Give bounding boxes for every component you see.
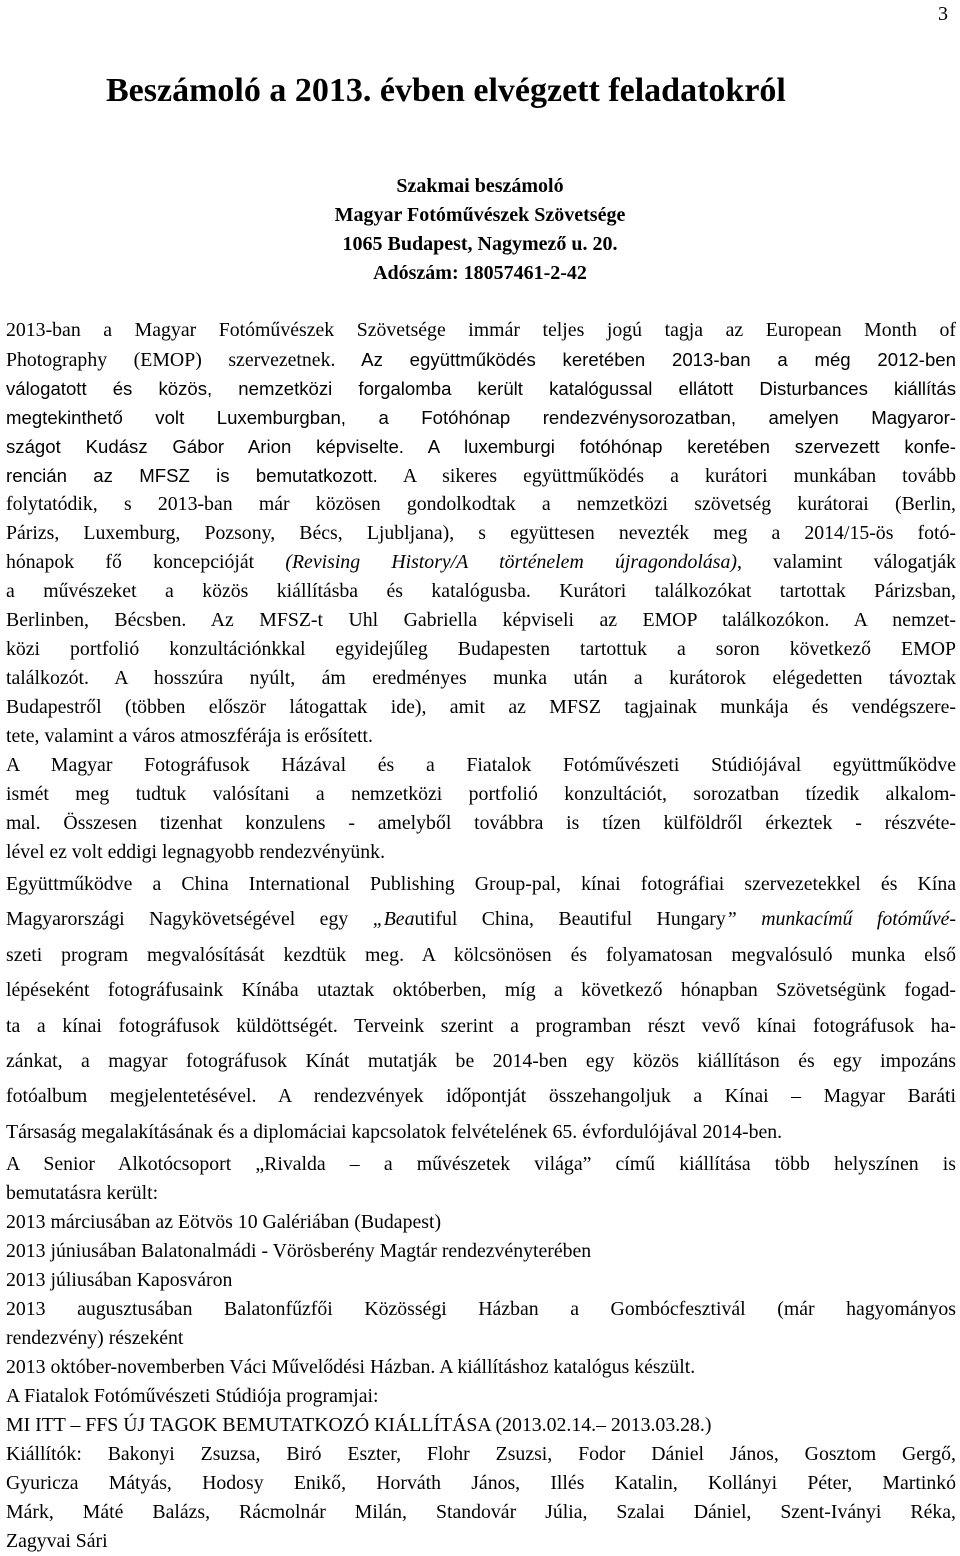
text-line: a művészeket a közös kiállításba és katalógusba. Kurátori találkozókat tartottak Párizsban, [6, 580, 956, 602]
exhibitors-line: Zagyvai Sári [6, 1530, 108, 1553]
text-segment: hónapok fő koncepcióját [6, 551, 286, 573]
text-line: Együttműködve a China International Publishing Group-pal, kínai fotográfiai szervezetekkel és Kína [6, 873, 956, 895]
text-segment: rencián az MFSZ is bemutatkozott. [6, 465, 378, 486]
italic-segment: „Bea [372, 908, 415, 931]
text-line: A Senior Alkotócsoport „Rivalda – a művészetek világa” című kiállítása több helyszínen is [6, 1153, 956, 1176]
text-line: válogatott és közös, nemzetközi forgalomba került katalógussal ellátott Disturbances kiállítás [6, 378, 956, 399]
text-line: Társaság megalakításának és a diplomáciai kapcsolatok felvételének 65. évfordulójával 2014-ben. [6, 1120, 783, 1143]
text-line: folytatódik, s 2013-ban már közösen gondolkodtak a nemzetközi szövetség kurátorai (Berlin, [6, 493, 956, 515]
exhibition-title-line: MI ITT – FFS ÚJ TAGOK BEMUTATKOZÓ KIÁLLÍTÁSA (2013.02.14.– 2013.03.28.) [6, 1414, 712, 1437]
text-line: zánkat, a magyar fotográfusok Kínát mutatják be 2014-ben egy közös kiállításon és egy impozáns [6, 1049, 956, 1072]
text-segment: Az együttműködés keretében 2013-ban a még 2012-ben [335, 349, 956, 370]
text-line [6, 345, 956, 374]
exhibition-venue-line: 2013 júniusában Balatonalmádi - Vörösberény Magtár rendezvényterében [6, 1240, 592, 1263]
text-line: rendezvény) részeként [6, 1327, 184, 1350]
text-segment: Photography (EMOP) szervezetnek. [6, 349, 336, 371]
exhibition-venue-line: 2013 augusztusában Balatonfűzfői Közösségi Házban a Gombócfesztivál (már hagyományos [6, 1298, 956, 1321]
text-line: mal. Összesen tizenhat konzulens - amelyből továbbra is tízen külföldről érkeztek - részvéte- [6, 812, 956, 834]
exhibition-venue-line: 2013 október-novemberben Váci Művelődési Házban. A kiállításhoz katalógus készült. [6, 1356, 696, 1379]
text-line: bemutatásra került: [6, 1182, 159, 1205]
tax-number-line: Adószám: 18057461-2-42 [373, 262, 587, 284]
text-line: szágot Kudász Gábor Arion képviselte. A luxemburgi fotóhónap keretében szervezett konfe- [6, 436, 956, 457]
exhibitors-line: Márk, Máté Balázs, Rácmolnár Milán, Standovár Júlia, Szalai Dániel, Szent-Iványi Réka, [6, 1501, 956, 1524]
exhibition-venue-line: 2013 márciusában az Eötvös 10 Galériában (Budapest) [6, 1211, 442, 1234]
text-line: 2013-ban a Magyar Fotóművészek Szövetsége immár teljes jogú tagja az European Month of [6, 319, 956, 341]
exhibitors-line: Kiállítók: Bakonyi Zsuzsa, Biró Eszter, Flohr Zsuzsi, Fodor Dániel János, Gosztom Gergő, [6, 1443, 956, 1466]
report-body [6, 316, 956, 1556]
italic-segment: ” munkacímű fotóművé- [725, 908, 956, 931]
address-line: 1065 Budapest, Nagymező u. 20. [342, 233, 618, 255]
text-line: Párizs, Luxemburg, Pozsony, Bécs, Ljubljana), s együttesen nevezték meg a 2014/15-ös fotó- [6, 522, 956, 544]
organization-name-line: Magyar Fotóművészek Szövetsége [334, 204, 626, 226]
text-line: A Magyar Fotográfusok Házával és a Fiatalok Fotóművészeti Stúdiójával együttműködve [6, 754, 956, 776]
text-line: találkozót. A hosszúra nyúlt, ám eredményes munka után a kurátorok elégedetten távoztak [6, 667, 956, 689]
text-segment: Magyarországi Nagykövetségével egy [6, 908, 373, 931]
text-line: közi portfolió konzultációnkkal egyidejűleg Budapesten tartottuk a soron következő EMOP [6, 638, 956, 660]
text-line: ismét meg tudtuk valósítani a nemzetközi portfolió konzultációt, sorozatban tízedik alkalom- [6, 783, 956, 805]
text-line: fotóalbum megjelentetésével. A rendezvények időpontját összehangoljuk a Kínai – Magyar Baráti [6, 1085, 956, 1108]
text-line [6, 548, 956, 577]
text-line: szeti program megvalósítását kezdtük meg. A kölcsönösen és folyamatosan megvalósuló munka első [6, 943, 956, 966]
italic-segment: (Revising History/A történelem újragondolása) [285, 551, 737, 573]
text-line: Budapestről (többen először látogattak ide), amit az MFSZ tagjainak munkája és vendégszere- [6, 696, 956, 718]
text-line: ta a kínai fotográfusok küldöttségét. Terveink szerint a programban részt vevő kínai fotográfusok ha- [6, 1014, 956, 1037]
exhibition-venue-line: 2013 júliusában Kaposváron [6, 1269, 233, 1292]
text-line [6, 461, 956, 490]
text-segment: , valamint válogatják [736, 551, 956, 573]
text-line: Berlinben, Bécsben. Az MFSZ-t Uhl Gabriella képviseli az EMOP találkozókon. A nemzet- [6, 609, 956, 631]
text-line: lépéseként fotográfusaink Kínába utaztak októberben, míg a következő hónapban Szövetségünk fogad- [6, 979, 956, 1002]
report-type-line: Szakmai beszámoló [396, 175, 564, 197]
text-line [6, 902, 956, 937]
text-line: megtekinthető volt Luxemburgban, a Fotóhónap rendezvénysorozatban, amelyen Magyaror- [6, 407, 956, 428]
text-segment: utiful China, Beautiful Hungary [414, 908, 726, 931]
page-number: 3 [938, 3, 948, 25]
exhibitors-line: Gyuricza Mátyás, Hodosy Enikő, Horváth János, Illés Katalin, Kollányi Péter, Martinkó [6, 1472, 956, 1495]
text-line: tete, valamint a város atmoszférája is erősített. [6, 725, 373, 747]
text-line: lével ez volt eddigi legnagyobb rendezvényünk. [6, 841, 386, 863]
text-segment: A sikeres együttműködés a kurátori munkában tovább [377, 465, 956, 487]
section-heading-line: A Fiatalok Fotóművészeti Stúdiója programjai: [6, 1385, 379, 1408]
page-title: Beszámoló a 2013. évben elvégzett feladatokról [106, 72, 786, 109]
